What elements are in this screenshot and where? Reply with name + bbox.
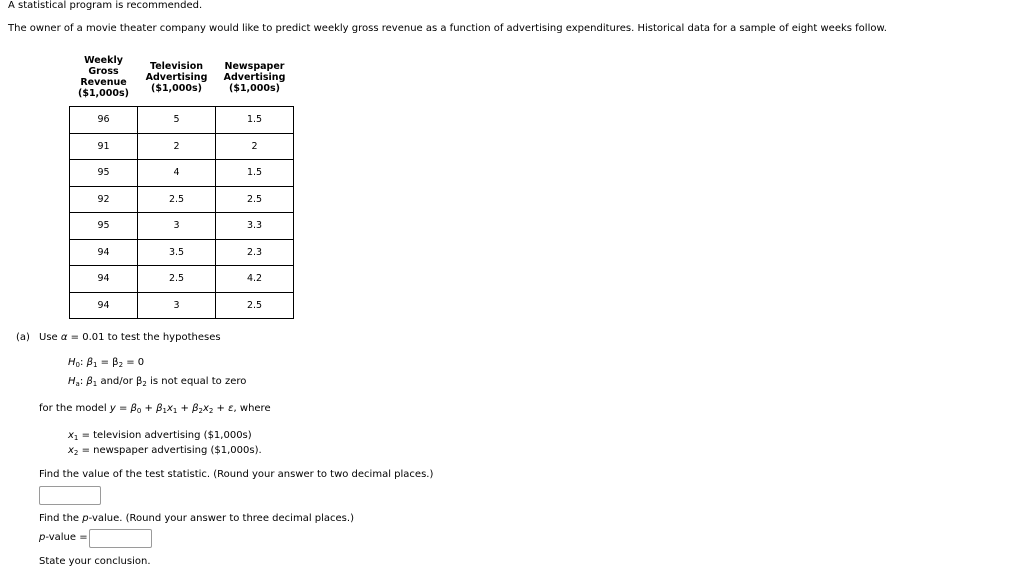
table-row: [70, 266, 294, 293]
revenue-cell: 95: [70, 213, 138, 240]
revenue-cell: 94: [70, 292, 138, 319]
tv-cell: 3.5: [138, 239, 216, 266]
revenue-cell: 91: [70, 133, 138, 160]
tv-cell: 2: [138, 133, 216, 160]
recommendation-note: A statistical program is recommended.: [8, 0, 203, 11]
tv-cell: 3: [138, 213, 216, 240]
newspaper-cell: 1.5: [216, 160, 294, 187]
newspaper-cell: 2.5: [216, 292, 294, 319]
tv-cell: 3: [138, 292, 216, 319]
data-table: [69, 48, 294, 319]
table-row: [70, 239, 294, 266]
newspaper-cell: 1.5: [216, 107, 294, 134]
tv-cell: 2.5: [138, 266, 216, 293]
revenue-cell: 94: [70, 239, 138, 266]
part-a-label: (a): [16, 332, 30, 343]
alternative-hypothesis: $H_a$: $\beta_1$ and/or $\beta_2$ is not equal to zero: [68, 376, 247, 388]
null-hypothesis: $H_0$: $\beta_1 = \beta_2 = 0$: [68, 357, 145, 369]
table-row: [70, 186, 294, 213]
header-newspaper-advertising: Newspaper Advertising ($1,000s): [223, 60, 286, 94]
newspaper-cell: 3.3: [216, 213, 294, 240]
revenue-cell: 92: [70, 186, 138, 213]
table-row: [70, 133, 294, 160]
problem-statement: The owner of a movie theater company would like to predict weekly gross revenue as a function of advertising expenditures. Historical data for a sample of eight weeks follow.: [8, 23, 887, 34]
revenue-cell: 95: [70, 160, 138, 187]
tv-cell: 4: [138, 160, 216, 187]
state-conclusion-prompt: State your conclusion.: [39, 556, 151, 567]
revenue-cell: 94: [70, 266, 138, 293]
newspaper-cell: 2: [216, 133, 294, 160]
header-television-advertising: Television Advertising ($1,000s): [145, 60, 208, 94]
alpha-instruction: Use α = 0.01 to test the hypotheses: [39, 332, 221, 343]
tv-cell: 5: [138, 107, 216, 134]
table-row: [70, 160, 294, 187]
pvalue-label: p-value =: [39, 532, 88, 543]
table-row: [70, 292, 294, 319]
revenue-cell: 96: [70, 107, 138, 134]
table-row: [70, 107, 294, 134]
newspaper-cell: 2.3: [216, 239, 294, 266]
x1-definition: $x_1$ = television advertising ($1,000s): [68, 430, 252, 442]
pvalue-question: Find the p-value. (Round your answer to three decimal places.): [39, 513, 354, 524]
tv-cell: 2.5: [138, 186, 216, 213]
header-weekly-gross-revenue: Weekly Gross Revenue ($1,000s): [78, 55, 129, 99]
newspaper-cell: 4.2: [216, 266, 294, 293]
newspaper-cell: 2.5: [216, 186, 294, 213]
test-statistic-question: Find the value of the test statistic. (Round your answer to two decimal places.): [39, 469, 434, 480]
pvalue-input[interactable]: [89, 529, 152, 548]
x2-definition: $x_2$ = newspaper advertising ($1,000s).: [68, 445, 262, 457]
test-statistic-input[interactable]: [39, 486, 101, 505]
table-row: [70, 213, 294, 240]
model-statement: for the model $y = \beta_0 + \beta_1x_1 + \beta_2x_2 + \varepsilon$, where: [39, 403, 271, 415]
